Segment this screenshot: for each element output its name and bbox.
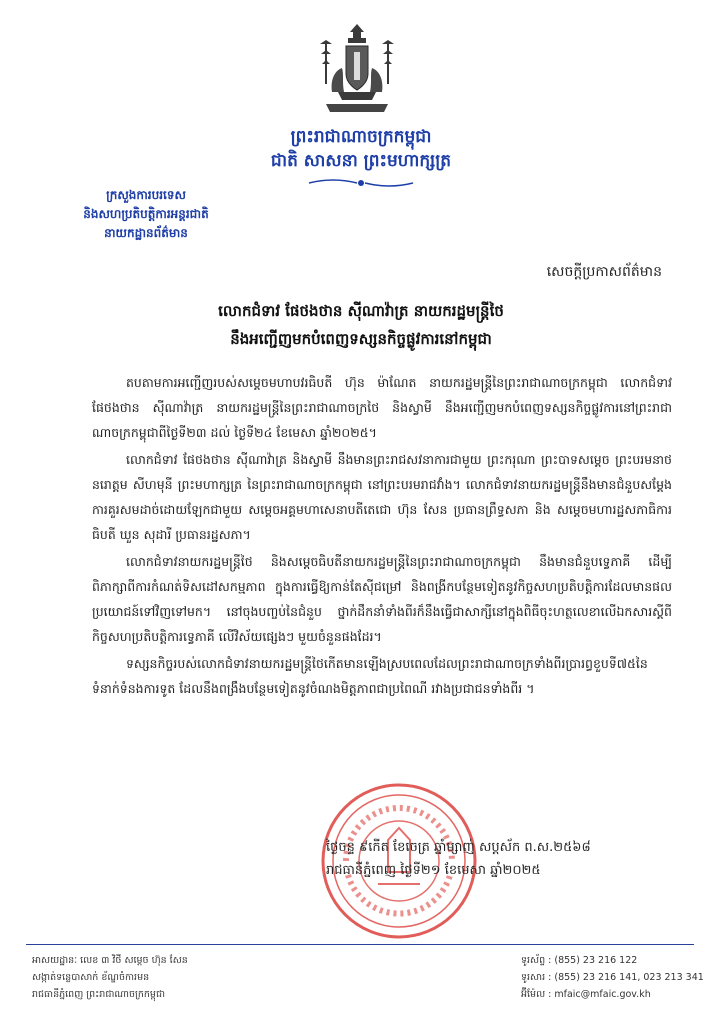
department-name: នាយកដ្ឋានព័ត៌មាន (104, 226, 188, 240)
kingdom-title: ព្រះរាជាណាចក្រកម្ពុជា (290, 127, 432, 147)
footer-address-line-1: អាសយដ្ឋានៈ លេខ ៣ វិថី សម្តេច ហ៊ុន សែន (32, 955, 188, 966)
date-block (326, 836, 591, 882)
paragraph-1: តបតាមការអញ្ជើញរបស់សម្តេចមហាបវរធិបតី ហ៊ុន ម៉ាណែត នាយករដ្ឋមន្ត្រីនៃព្រះរាជាណាចក្រកម្ពុជា លោកជំទាវ ផែថងថាន ស៊ីណាវ៉ាត្រ នាយករដ្ឋមន្ត្រីនៃព្រះរាជាណាចក្រថៃ និងស្វាមី នឹងអញ្ជើញមកបំពេញទស្សនកិច្ចផ្លូវការនៅព្រះរាជាណាចក្រកម្ពុជាពីថ្ងៃទី២៣ ដល់ ថ្ងៃទី២៤ ខែមេសា ឆ្នាំ២០២៥។ (92, 375, 672, 440)
footer-fax: ទូរសារ : (855) 23 216 141, 023 213 341 (521, 972, 704, 983)
national-motto: ជាតិ សាសនា ព្រះមហាក្សត្រ (270, 151, 452, 171)
document-type-label: សេចក្តីប្រកាសព័ត៌មាន (546, 264, 662, 280)
gregorian-date: រាជធានីភ្នំពេញ ថ្ងៃទី២១ ខែមេសា ឆ្នាំ២០២៥ (326, 863, 541, 878)
footer-phone: ទូរស័ព្ទ : (855) 23 216 122 (521, 955, 638, 966)
headline-line-2: នឹងអញ្ជើញមកបំពេញទស្សនកិច្ចផ្លូវការនៅកម្ពុជា (230, 330, 492, 348)
footer-address-line-3: រាជធានីភ្នំពេញ ព្រះរាជាណាចក្រកម្ពុជា (32, 989, 165, 1000)
paragraph-2: លោកជំទាវ ផែថងថាន ស៊ីណាវ៉ាត្រ និងស្វាមី នឹងមានព្រះរាជសវនាការជាមួយ ព្រះករុណា ព្រះបាទសម្តេច ព្រះបរមនាថ នរោត្តម សីហមុនី ព្រះមហាក្សត្រ នៃព្រះរាជាណាចក្រកម្ពុជា នៅព្រះបរមរាជវាំង។ លោកជំទាវនាយករដ្ឋមន្ត្រីនឹងមានជំនួបសម្តែងការគួរសមដាច់ដោយឡែកជាមួយ សម្តេចអគ្គមហាសេនាបតីតេជោ ហ៊ុន សែន ប្រធានព្រឹទ្ធសភា និង សម្តេចមហារដ្ឋសភាធិការធិបតី ឃួន សុដារី ប្រធានរដ្ឋសភា។ (92, 452, 672, 542)
footer-email: អ៊ីម៉ែល : mfaic@mfaic.gov.kh (521, 989, 651, 1000)
paragraph-4: ទស្សនកិច្ចរបស់លោកជំទាវនាយករដ្ឋមន្ត្រីថៃកើតមានឡើងស្របពេលដែលព្រះរាជាណាចក្រទាំងពីរប្រារព្ធខួបទី៧៥នៃទំនាក់ទំនងការទូត ដែលនឹងពង្រឹងបន្ថែមទៀតនូវចំណងមិត្តភាពជាប្រពៃណី រវាងប្រជាជនទាំងពីរ ។ (92, 656, 648, 696)
footer-divider (26, 944, 694, 945)
lunar-date: ថ្ងៃចន្ទ ៩កើត ខែចេត្រ ឆ្នាំម្សាញ់ សប្តស័ក ព.ស.២៥៦៨ (326, 840, 591, 855)
headline-line-1: លោកជំទាវ ផែថងថាន ស៊ីណាវ៉ាត្រ នាយករដ្ឋមន្ត្រីថៃ (218, 302, 504, 320)
ministry-name: ក្រសួងការបរទេស (106, 188, 186, 202)
footer-address-line-2: សង្កាត់ទន្លេបាសាក់ ខ័ណ្ឌចំការមន (32, 972, 150, 983)
paragraph-3: លោកជំទាវនាយករដ្ឋមន្ត្រីថៃ និងសម្តេចធិបតីនាយករដ្ឋមន្ត្រីនៃព្រះរាជាណាចក្រកម្ពុជា នឹងមានជំនួបទ្វេភាគី ដើម្បីពិភាក្សាពីការកំណត់ទិសដៅសកម្មភាព ក្នុងការធ្វើឱ្យកាន់តែស៊ីជម្រៅ និងពង្រីកបន្ថែមទៀតនូវកិច្ចសហប្រតិបត្តិការដែលមានផលប្រយោជន៍ទៅវិញទៅមក។ នៅចុងបញ្ចប់នៃជំនួប ថ្នាក់ដឹកនាំទាំងពីរក៏នឹងធ្វើជាសាក្សីនៅក្នុងពិធីចុះហត្ថលេខាលើឯកសារស្តីពីកិច្ចសហប្រតិបត្តិការទ្វេភាគី លើវិស័យផ្សេងៗ មួយចំនួនផងដែរ។ (92, 554, 672, 644)
ornament-divider-icon (305, 176, 417, 190)
royal-coat-of-arms-emblem (312, 22, 402, 114)
ministry-subtitle: និងសហប្រតិបត្តិការអន្តរជាតិ (83, 207, 209, 221)
press-release-body (92, 370, 672, 703)
